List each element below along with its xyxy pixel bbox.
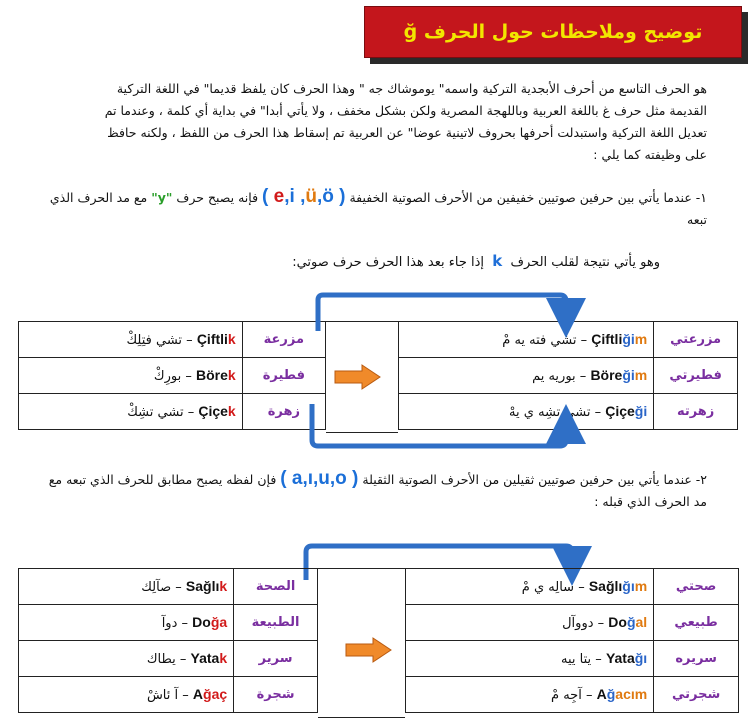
word-stem: Yata	[605, 650, 635, 666]
connector-top-1	[318, 295, 566, 331]
word-stem: Böre	[590, 367, 623, 383]
rule-2-vowels: ( a,ı,u,o )	[280, 468, 359, 489]
dash: –	[590, 405, 606, 420]
arabic-pronunciation: يطاك	[146, 652, 176, 667]
rule-1b-text-2: إذا جاء بعد هذا الحرف حرف صوتي:	[292, 255, 485, 270]
connector-bottom-1	[312, 404, 566, 446]
turkish-word	[608, 614, 647, 630]
after-meaning: صحتي	[654, 569, 739, 605]
dash: –	[181, 369, 197, 384]
rule-1-vowels: ( e,i ,ü,ö )	[262, 186, 346, 207]
rule-1-text: ١- عندما يأتي بين حرفين صوتيين خفيفين من الأحرف الصوتية الخفيفة	[349, 190, 707, 205]
after-meaning: سريره	[654, 641, 739, 677]
word-stem: A	[596, 686, 607, 702]
after-word	[406, 569, 654, 605]
before-meaning: شجرة	[234, 677, 318, 713]
turkish-word	[597, 686, 648, 702]
table-row	[19, 677, 318, 713]
word-ending: k	[227, 403, 236, 419]
turkish-word	[186, 578, 227, 594]
rule-2	[40, 468, 707, 513]
before-word	[19, 569, 234, 605]
word-stem: Sağlı	[588, 578, 623, 594]
before-meaning: الصحة	[234, 569, 318, 605]
dash: –	[581, 688, 597, 703]
before-meaning: سرير	[234, 641, 318, 677]
word-gh: ğ	[606, 686, 616, 702]
dash: –	[574, 580, 589, 595]
dash: –	[183, 405, 199, 420]
arabic-pronunciation: تشي تشِكْ	[127, 405, 184, 420]
arabic-pronunciation: بوريه يم	[532, 369, 576, 384]
dash: –	[178, 688, 193, 703]
arabic-pronunciation: آجِه مْ	[551, 688, 582, 703]
word-stem: Çiçe	[605, 403, 635, 419]
turkish-word	[606, 650, 647, 666]
word-suffix: m	[634, 367, 648, 383]
letter-k: k	[492, 252, 503, 270]
rule-1-text-3: مع مد الحرف الذي تبعه	[49, 190, 707, 227]
right-arrow-icon	[345, 637, 393, 663]
word-gh: ği	[622, 367, 635, 383]
word-gh: ğı	[622, 578, 635, 594]
intro-paragraph: هو الحرف التاسع من أحرف الأبجدية التركية واسمه" يوموشاك جه " وهذا الحرف كان يلفظ قديما" في اللغة التركية القديمة مثل حرف غ باللغة العربية وباللهجة المصرية ولكن بشكل مخفف ، ولا يأتي أبدا" في بداية أي كلمة ، وعندما تم تعديل اللغة التركية واستبدلت أحرفها بحروف لاتينية عوضا" عن العربية تم إسقاط هذا الحرف من اللفظ ، ولكنه حافظ على وظيفته كما يلي :	[104, 81, 707, 162]
rule-2-text: ٢- عندما يأتي بين حرفين صوتيين ثقيلين من الأحرف الصوتية الثقيلة	[362, 472, 707, 487]
dash: –	[182, 333, 197, 348]
letter-y: "y"	[151, 190, 173, 205]
after-word	[406, 641, 654, 677]
arabic-pronunciation: يتا ييه	[561, 652, 592, 667]
table-row	[19, 605, 318, 641]
before-word	[19, 641, 234, 677]
after-meaning: زهرته	[654, 394, 738, 430]
table-row	[406, 569, 739, 605]
dash: –	[591, 652, 606, 667]
after-meaning: مزرعتي	[654, 322, 738, 358]
before-word	[19, 677, 234, 713]
word-stem: Do	[192, 614, 211, 630]
before-meaning: مزرعة	[242, 322, 325, 358]
dash: –	[575, 369, 591, 384]
arabic-pronunciation: آ ئاشْ	[146, 688, 179, 703]
word-stem: Böre	[196, 367, 228, 383]
before-meaning: الطبيعة	[234, 605, 318, 641]
word-suffix: acım	[615, 686, 648, 702]
word-ending: ğaç	[203, 686, 228, 702]
word-suffix: m	[634, 331, 648, 347]
rule-2-text-2: فإن لفظه يصبح مطابق للحرف الذي تبعه مع مد الحرف الذي قبله :	[48, 472, 707, 509]
arabic-pronunciation: بورِكْ	[153, 369, 182, 384]
after-meaning: طبيعي	[654, 605, 739, 641]
before-meaning: زهرة	[242, 394, 325, 430]
turkish-word	[192, 614, 227, 630]
word-stem: Çiçe	[198, 403, 228, 419]
word-ending: k	[227, 367, 236, 383]
before-meaning: فطيرة	[242, 358, 325, 394]
word-gh: ğ	[626, 614, 636, 630]
turkish-word	[191, 650, 228, 666]
table-row	[406, 641, 739, 677]
word-suffix: m	[634, 578, 648, 594]
dash: –	[576, 333, 592, 348]
table-row	[19, 641, 318, 677]
word-gh: ği	[634, 403, 648, 419]
word-stem: Sağlı	[185, 578, 220, 594]
after-meaning: شجرتي	[654, 677, 739, 713]
word-stem: Çiftli	[591, 331, 623, 347]
word-ending: ğa	[210, 614, 228, 630]
after-word	[406, 677, 654, 713]
table-2-right	[405, 568, 739, 713]
after-meaning: فطيرتي	[654, 358, 738, 394]
arabic-pronunciation: صآلِك	[141, 580, 172, 595]
dash: –	[593, 616, 609, 631]
before-word	[19, 605, 234, 641]
table-row	[406, 677, 739, 713]
dash: –	[177, 616, 193, 631]
table-row	[406, 605, 739, 641]
word-gh: ğı	[634, 650, 648, 666]
rule-1-text-2: فإنه يصبح حرف	[172, 190, 259, 205]
turkish-word	[193, 686, 227, 702]
arabic-pronunciation: سالِه ي مْ	[521, 580, 575, 595]
word-stem: Çiftli	[196, 331, 228, 347]
right-arrow-icon	[334, 364, 382, 390]
after-word	[406, 605, 654, 641]
dash: –	[175, 652, 191, 667]
arabic-pronunciation: تشي فتِلِكْ	[126, 333, 183, 348]
arabic-pronunciation: تشي تشِه ي يهْ	[509, 405, 591, 420]
turkish-word	[589, 578, 647, 594]
word-ending: k	[219, 650, 228, 666]
rule-1b-text: وهو يأتي نتيجة لقلب الحرف	[510, 255, 660, 270]
table-row	[19, 569, 318, 605]
word-ending: k	[219, 578, 228, 594]
word-gh: ği	[622, 331, 635, 347]
word-stem: Yata	[190, 650, 220, 666]
arabic-pronunciation: دوآ	[161, 616, 178, 631]
dash: –	[171, 580, 186, 595]
word-ending: k	[227, 331, 236, 347]
arabic-pronunciation: دووآل	[562, 616, 594, 631]
arabic-pronunciation: تشي فته يه مْ	[502, 333, 577, 348]
word-stem: Do	[608, 614, 627, 630]
word-suffix: al	[635, 614, 648, 630]
word-stem: A	[192, 686, 204, 702]
table-2-left	[18, 568, 318, 713]
page-title: توضيح وملاحظات حول الحرف ğ	[403, 21, 703, 43]
